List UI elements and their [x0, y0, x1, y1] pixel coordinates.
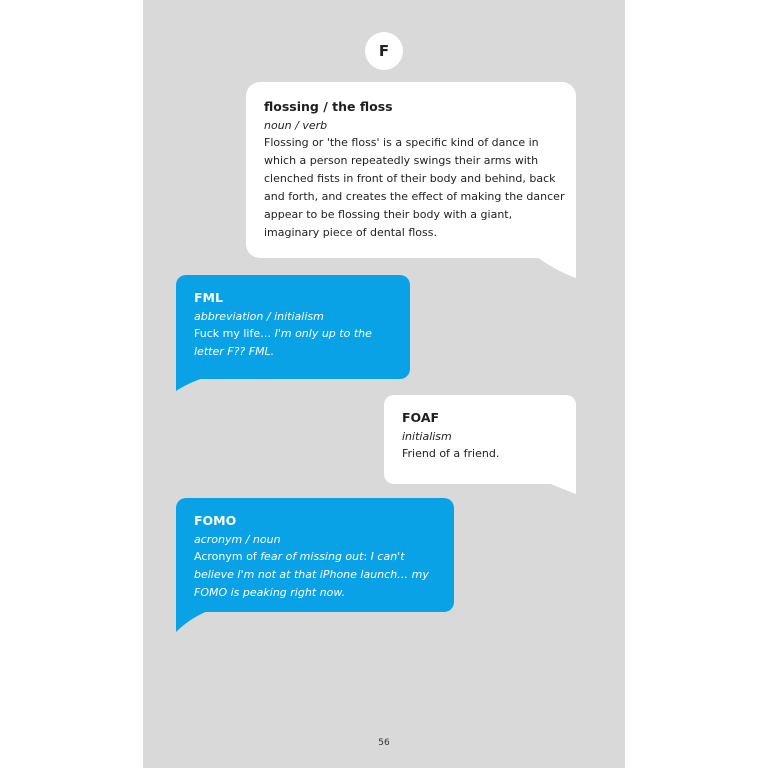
definition-punctuation: :: [363, 550, 368, 563]
entry-bubble-fomo: [176, 498, 454, 612]
definition-text: Fuck my life…: [194, 327, 272, 340]
example-text: I'm only up to the letter F?? FML.: [194, 327, 372, 358]
entry-term: FOAF: [402, 410, 440, 425]
bubble-tail: [536, 256, 576, 278]
entry-bubble-fml: [176, 275, 410, 379]
entry-term: FOMO: [194, 513, 237, 528]
entry-bubble-foaf: [384, 395, 576, 484]
entry-bubble-flossing: [246, 82, 576, 258]
bubble-tail: [176, 610, 210, 632]
entry-part-of-speech: abbreviation / initialism: [194, 310, 324, 323]
entry-definition: Friend of a friend.: [402, 447, 500, 460]
example-text: I can't believe I'm not at that iPhone launch… my FOMO is peaking right now.: [194, 550, 429, 599]
entry-definition: Flossing or 'the floss' is a specific kind of dance in which a person repeatedly swings their arms with clenched fists in front of their body and behind, back and forth, and creates the effect of making the dancer appear to be flossing their body with a giant, imaginary piece of dental floss.: [264, 136, 565, 239]
entry-part-of-speech: noun / verb: [264, 119, 328, 132]
entry-term: flossing / the floss: [264, 99, 393, 114]
entry-term: FML: [194, 290, 223, 305]
definition-text: Acronym of: [194, 550, 257, 563]
entry-definition: [194, 325, 400, 361]
definition-italic-text: fear of missing out: [260, 550, 364, 563]
bubble-tail: [176, 377, 206, 391]
section-letter-badge: F: [365, 32, 403, 70]
page-number: 56: [378, 738, 390, 748]
bubble-tail: [546, 482, 576, 494]
entry-part-of-speech: acronym / noun: [194, 533, 281, 546]
entry-part-of-speech: initialism: [402, 430, 452, 443]
entry-definition: [194, 548, 444, 602]
